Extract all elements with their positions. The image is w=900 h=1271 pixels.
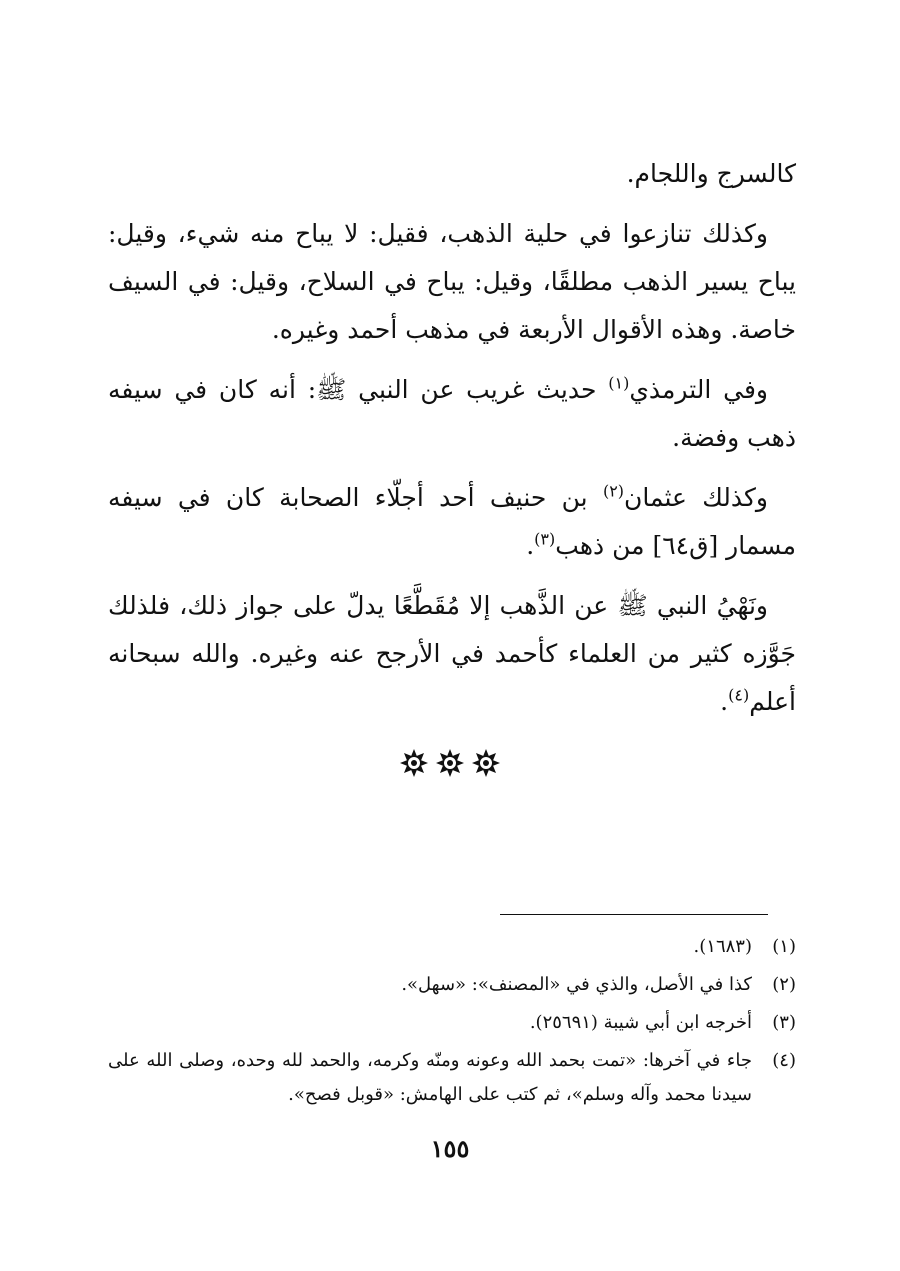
- footnote-4: [108, 1044, 796, 1112]
- footnote-3: [108, 1006, 796, 1040]
- footnote-text: جاء في آخرها: «تمت بحمد الله وعونه ومنّه وكرمه، والحمد لله وحده، وصلى الله على سيدنا محمد وآله وسلم»، ثم كتب على الهامش: «قوبل فصح».: [108, 1050, 752, 1105]
- footnote-text: (١٦٨٣).: [693, 936, 752, 957]
- footnote-number: (٣): [772, 1012, 796, 1033]
- paragraph-1: كالسرج واللجام.: [626, 159, 796, 188]
- footnote-ref-2[interactable]: (٢): [602, 481, 625, 501]
- footnote-number: (٤): [772, 1050, 796, 1071]
- ornament-star-icon: [399, 748, 429, 778]
- main-text: [108, 150, 796, 738]
- footnote-2: [108, 968, 796, 1002]
- footnote-number: (٢): [772, 974, 796, 995]
- paragraph-3: وفي الترمذي$^{(١)}$ حديث غريب عن النبي ﷺ: أنه كان في سيفه ذهب وفضة.: [108, 373, 796, 452]
- paragraph-4: وكذلك عثمان$^{(٢)}$ بن حنيف أحد أجلّاء الصحابة كان في سيفه مسمار [ق٦٤] من ذهب$^{(٣)}$.: [108, 481, 796, 560]
- ornament-star-icon: [471, 748, 501, 778]
- footnote-ref-3[interactable]: (٣): [534, 529, 556, 549]
- footnote-text: أخرجه ابن أبي شيبة (٢٥٦٩١).: [529, 1012, 752, 1033]
- page-number: ١٥٥: [430, 1134, 470, 1163]
- paragraph-5: ونَهْيُ النبي ﷺ عن الذَّهب إلا مُقَطَّعًا يدلّ على جواز ذلك، فلذلك جَوَّزه كثير من العلماء كأحمد في الأرجح عنه وغيره. والله سبحانه أعلم$^{(٤)}$.: [108, 591, 796, 716]
- footnote-text: كذا في الأصل، والذي في «المصنف»: «سهل».: [401, 974, 752, 995]
- ornament-star-icon: [435, 748, 465, 778]
- footnote-1: [108, 930, 796, 964]
- footnote-divider: [500, 914, 768, 915]
- footnote-number: (١): [772, 936, 796, 957]
- section-divider-ornaments: [0, 748, 900, 778]
- paragraph-2: وكذلك تنازعوا في حلية الذهب، فقيل: لا يباح منه شيء، وقيل: يباح يسير الذهب مطلقًا، وقيل: يباح في السلاح، وقيل: في السيف خاصة. وهذه الأقوال الأربعة في مذهب أحمد وغيره.: [108, 219, 796, 344]
- footnote-ref-1[interactable]: (١): [608, 373, 630, 393]
- footnotes: [108, 930, 796, 1116]
- footnote-ref-4[interactable]: (٤): [728, 685, 750, 705]
